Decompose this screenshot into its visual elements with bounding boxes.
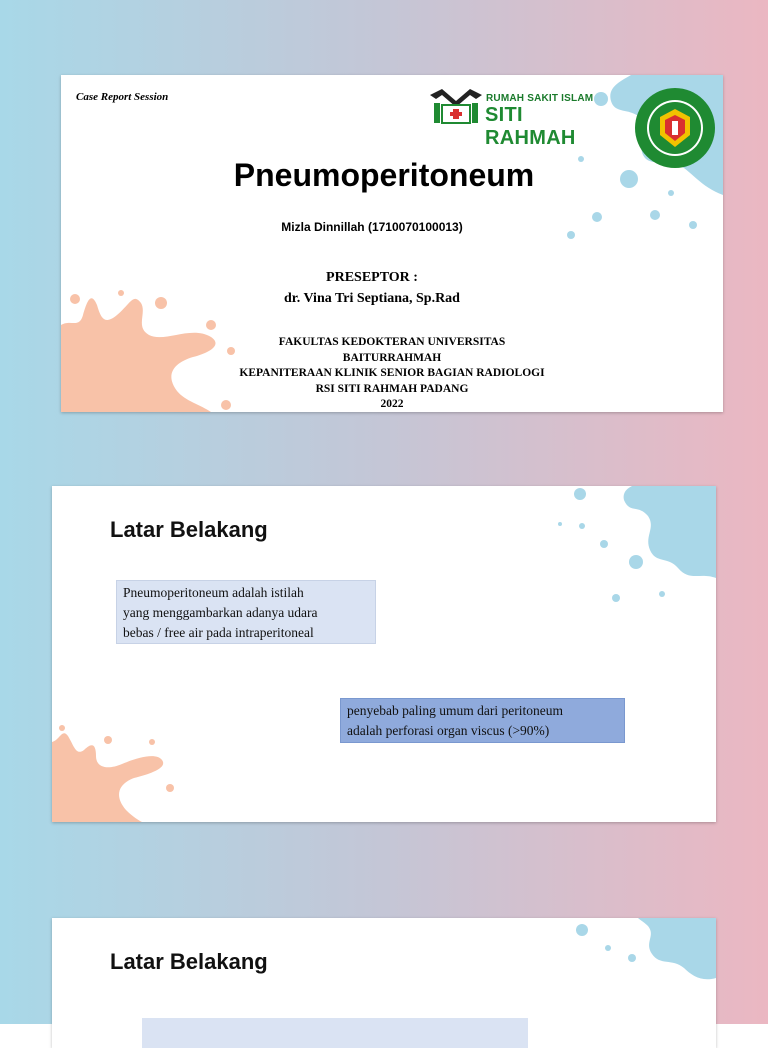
- slide-title[interactable]: [61, 75, 723, 412]
- definition-line: Pneumoperitoneum adalah istilah: [123, 585, 304, 600]
- blue-splash-decoration: [552, 918, 716, 1028]
- hospital-logo-line2: SITI RAHMAH: [485, 104, 576, 149]
- slide-title-text: Pneumoperitoneum: [233, 157, 535, 193]
- slide-latar-belakang-2[interactable]: [52, 918, 716, 1048]
- blue-splash-decoration: [552, 486, 716, 616]
- hospital-logo: [428, 85, 608, 149]
- institution-year: 2022: [380, 398, 404, 410]
- institution-line: KEPANITERAAN KLINIK SENIOR BAGIAN RADIOLOGI: [239, 367, 545, 379]
- peach-splash-decoration: [52, 722, 182, 822]
- institution-line: RSI SITI RAHMAH PADANG: [315, 382, 469, 395]
- definition-box: [116, 580, 376, 644]
- mosque-roof-icon: [428, 87, 484, 127]
- preceptor-label: PRESEPTOR :: [326, 270, 418, 285]
- hospital-logo-line1: RUMAH SAKIT ISLAM: [486, 93, 594, 104]
- cause-line: adalah perforasi organ viscus (>90%): [347, 723, 550, 738]
- institution-block: [61, 335, 723, 412]
- preceptor-block: [61, 267, 683, 309]
- definition-line: bebas / free air pada intraperitoneal: [123, 625, 314, 640]
- cause-line: penyebab paling umum dari peritoneum: [347, 703, 563, 718]
- slide-heading: Latar Belakang: [110, 949, 268, 974]
- institution-line: FAKULTAS KEDOKTERAN UNIVERSITAS: [278, 336, 506, 348]
- cause-box: [340, 698, 625, 743]
- author-name: Mizla Dinnillah (1710070100013): [281, 220, 463, 234]
- slide-heading: Latar Belakang: [110, 517, 268, 542]
- preceptor-name: dr. Vina Tri Septiana, Sp.Rad: [284, 291, 460, 306]
- content-box: [142, 1018, 528, 1048]
- definition-line: yang menggambarkan adanya udara: [123, 605, 318, 620]
- case-report-label: Case Report Session: [76, 91, 169, 103]
- institution-line: BAITURRAHMAH: [342, 351, 442, 364]
- slide-latar-belakang-1[interactable]: [52, 486, 716, 822]
